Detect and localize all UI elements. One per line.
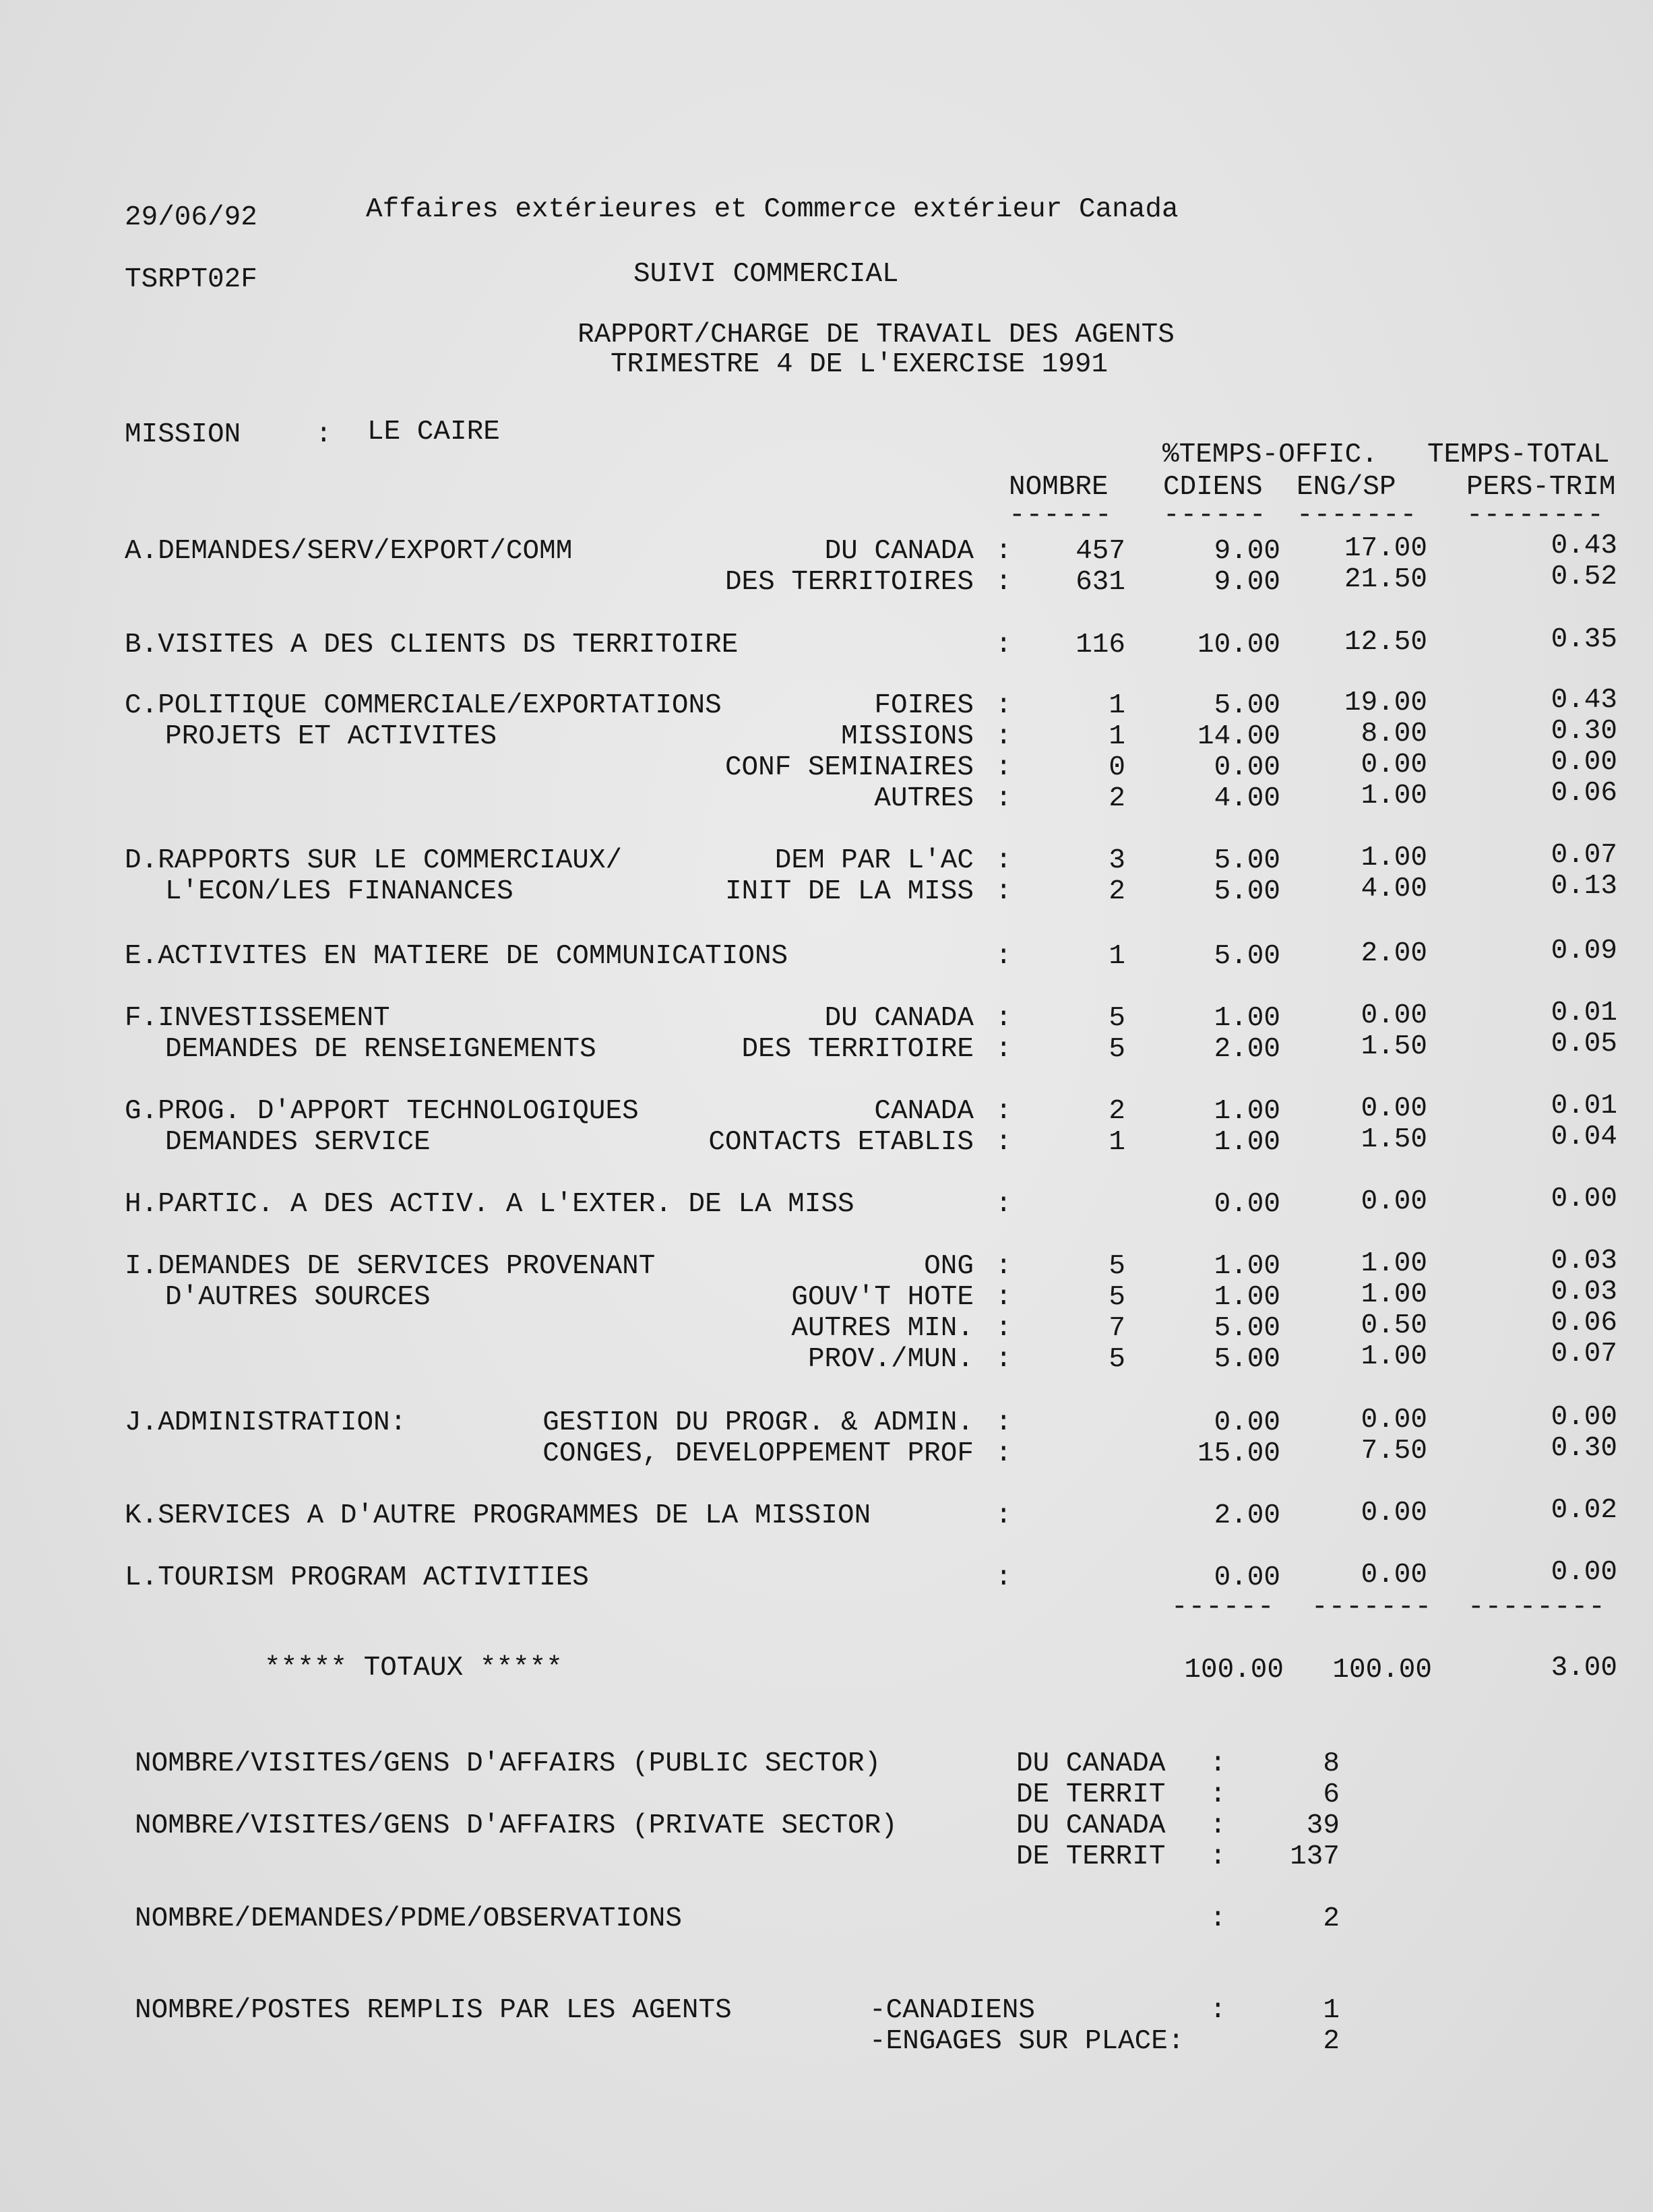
row-colon: : [995,1407,1012,1438]
row-category: D'AUTRES SOURCES [165,1282,431,1313]
footer-label: NOMBRE/POSTES REMPLIS PAR LES AGENTS [135,1995,732,2026]
cell-engsp: 1.00 [1361,842,1427,873]
footer-value: 39 [1306,1810,1340,1841]
cell-cdiens: 14.00 [1197,721,1280,752]
row-colon: : [995,1344,1012,1375]
cell-perstrim: 0.00 [1551,747,1617,778]
footer-colon: : [1210,1748,1226,1779]
cell-cdiens: 0.00 [1214,752,1280,783]
header-temps-total: TEMPS-TOTAL [1427,439,1610,470]
footer-sublabel: DU CANADA [1016,1810,1166,1841]
row-category: H.PARTIC. A DES ACTIV. A L'EXTER. DE LA MISS [125,1189,854,1220]
row-colon: : [995,752,1012,783]
cell-nombre: 7 [1109,1313,1125,1344]
totals-label: ***** TOTAUX ***** [264,1653,563,1684]
cell-perstrim: 0.09 [1551,935,1617,966]
row-category: DEMANDES SERVICE [165,1127,431,1158]
cell-cdiens: 15.00 [1197,1438,1280,1469]
row-category: F.INVESTISSEMENT [125,1003,390,1034]
footer-colon: : [1210,1903,1226,1934]
cell-engsp: 12.50 [1344,627,1427,658]
row-subcategory: DES TERRITOIRE [741,1034,974,1065]
cell-engsp: 19.00 [1344,687,1427,718]
row-category: D.RAPPORTS SUR LE COMMERCIAUX/ [125,845,623,876]
footer-value: 1 [1323,1995,1340,2026]
footer-value: 2 [1323,2026,1340,2057]
row-subcategory: ONG [924,1251,974,1282]
cell-perstrim: 0.03 [1551,1277,1617,1308]
report-code: TSRPT02F [125,264,257,295]
cell-engsp: 0.00 [1361,1498,1427,1529]
header-nombre: NOMBRE [1009,472,1109,503]
cell-perstrim: 0.07 [1551,1339,1617,1370]
cell-nombre: 5 [1109,1003,1125,1034]
cell-engsp: 2.00 [1361,938,1427,969]
row-colon: : [995,1562,1012,1593]
cell-engsp: 0.00 [1361,1405,1427,1436]
row-subcategory: DU CANADA [824,536,974,567]
totals-underline: ------- [1311,1592,1433,1623]
cell-engsp: 7.50 [1361,1436,1427,1467]
cell-nombre: 457 [1075,536,1125,567]
cell-perstrim: 0.02 [1551,1495,1617,1526]
cell-perstrim: 0.06 [1551,778,1617,809]
cell-perstrim: 0.00 [1551,1184,1617,1215]
row-subcategory: GESTION DU PROGR. & ADMIN. [542,1407,974,1438]
footer-sublabel: -ENGAGES SUR PLACE: [869,2026,1185,2057]
totals-cdiens: 100.00 [1184,1655,1284,1686]
cell-cdiens: 4.00 [1214,783,1280,814]
footer-value: 2 [1323,1903,1340,1934]
cell-nombre: 1 [1109,941,1125,972]
row-colon: : [995,1282,1012,1313]
row-category: E.ACTIVITES EN MATIERE DE COMMUNICATIONS [125,941,788,972]
cell-perstrim: 0.52 [1551,561,1617,592]
footer-colon: : [1210,1779,1226,1810]
row-category: B.VISITES A DES CLIENTS DS TERRITOIRE [125,629,739,660]
cell-perstrim: 0.01 [1551,997,1617,1028]
row-category: A.DEMANDES/SERV/EXPORT/COMM [125,536,573,567]
cell-perstrim: 0.13 [1551,871,1617,902]
row-category: L'ECON/LES FINANANCES [165,876,513,907]
row-colon: : [995,1189,1012,1220]
footer-value: 137 [1290,1841,1340,1872]
totals-underline: ------ [1171,1592,1275,1623]
footer-label: NOMBRE/VISITES/GENS D'AFFAIRS (PUBLIC SECTOR) [135,1748,881,1779]
row-subcategory: AUTRES [874,783,974,814]
cell-cdiens: 5.00 [1214,876,1280,907]
row-subcategory: INIT DE LA MISS [724,876,974,907]
cell-cdiens: 0.00 [1214,1562,1280,1593]
row-colon: : [995,629,1012,660]
cell-cdiens: 5.00 [1214,1313,1280,1344]
footer-value: 8 [1323,1748,1340,1779]
cell-nombre: 2 [1109,783,1125,814]
cell-perstrim: 0.43 [1551,530,1617,561]
footer-label: NOMBRE/VISITES/GENS D'AFFAIRS (PRIVATE SECTOR) [135,1810,898,1841]
row-subcategory: AUTRES MIN. [791,1313,974,1344]
footer-value: 6 [1323,1779,1340,1810]
cell-perstrim: 0.35 [1551,624,1617,655]
cell-perstrim: 0.00 [1551,1402,1617,1433]
cell-engsp: 0.00 [1361,1186,1427,1217]
row-colon: : [995,1003,1012,1034]
footer-colon: : [1210,1810,1226,1841]
cell-cdiens: 9.00 [1214,567,1280,598]
cell-cdiens: 0.00 [1214,1189,1280,1220]
cell-engsp: 21.50 [1344,564,1427,595]
cell-perstrim: 0.00 [1551,1557,1617,1588]
row-subcategory: FOIRES [874,690,974,721]
cell-cdiens: 1.00 [1214,1282,1280,1313]
footer-sublabel: DE TERRIT [1016,1779,1166,1810]
cell-engsp: 1.00 [1361,780,1427,811]
cell-cdiens: 10.00 [1197,629,1280,660]
row-colon: : [995,845,1012,876]
cell-perstrim: 0.30 [1551,1433,1617,1464]
row-colon: : [995,1500,1012,1531]
cell-nombre: 1 [1109,690,1125,721]
row-colon: : [995,1034,1012,1065]
header-underline: -------- [1466,500,1604,531]
report-date: 29/06/92 [125,202,257,233]
cell-engsp: 1.50 [1361,1031,1427,1062]
cell-cdiens: 1.00 [1214,1127,1280,1158]
cell-perstrim: 0.30 [1551,716,1617,747]
department-name: Affaires extérieures et Commerce extérieur Canada [366,194,1179,225]
row-subcategory: CONTACTS ETABLIS [708,1127,974,1158]
row-subcategory: DES TERRITOIRES [724,567,974,598]
cell-engsp: 0.00 [1361,1560,1427,1591]
row-colon: : [995,721,1012,752]
header-engsp: ENG/SP [1297,472,1396,503]
row-colon: : [995,783,1012,814]
cell-nombre: 116 [1075,629,1125,660]
row-subcategory: CANADA [874,1096,974,1127]
row-category: G.PROG. D'APPORT TECHNOLOGIQUES [125,1096,639,1127]
totals-engsp: 100.00 [1332,1655,1432,1686]
cell-nombre: 5 [1109,1344,1125,1375]
cell-cdiens: 0.00 [1214,1407,1280,1438]
cell-cdiens: 5.00 [1214,845,1280,876]
cell-nombre: 1 [1109,721,1125,752]
totals-perstrim: 3.00 [1551,1653,1617,1684]
row-colon: : [995,876,1012,907]
cell-perstrim: 0.01 [1551,1090,1617,1122]
cell-perstrim: 0.03 [1551,1246,1617,1277]
header-underline: ------ [1009,500,1113,531]
row-category: J.ADMINISTRATION: [125,1407,407,1438]
totals-underline: -------- [1468,1592,1606,1623]
row-subcategory: CONF SEMINAIRES [724,752,974,783]
header-cdiens: CDIENS [1163,472,1263,503]
cell-perstrim: 0.04 [1551,1122,1617,1153]
cell-perstrim: 0.05 [1551,1028,1617,1059]
cell-nombre: 0 [1109,752,1125,783]
row-colon: : [995,1127,1012,1158]
row-colon: : [995,1313,1012,1344]
header-pct-temps: %TEMPS-OFFIC. [1162,439,1378,470]
footer-sublabel: DU CANADA [1016,1748,1166,1779]
row-subcategory: CONGES, DEVELOPPEMENT PROF [542,1438,974,1469]
mission-separator: : [315,419,332,450]
system-name: SUIVI COMMERCIAL [633,259,899,290]
row-subcategory: PROV./MUN. [807,1344,974,1375]
cell-engsp: 1.50 [1361,1124,1427,1155]
cell-engsp: 1.00 [1361,1279,1427,1310]
footer-sublabel: -CANADIENS [869,1995,1036,2026]
cell-nombre: 2 [1109,876,1125,907]
mission-value: LE CAIRE [367,417,500,448]
cell-cdiens: 5.00 [1214,941,1280,972]
cell-cdiens: 2.00 [1214,1034,1280,1065]
footer-colon: : [1210,1995,1226,2026]
row-colon: : [995,1438,1012,1469]
row-subcategory: MISSIONS [841,721,974,752]
cell-engsp: 4.00 [1361,873,1427,904]
cell-cdiens: 1.00 [1214,1251,1280,1282]
report-subtitle: TRIMESTRE 4 DE L'EXERCISE 1991 [610,349,1109,380]
cell-engsp: 8.00 [1361,718,1427,749]
row-colon: : [995,536,1012,567]
cell-nombre: 2 [1109,1096,1125,1127]
row-category: DEMANDES DE RENSEIGNEMENTS [165,1034,596,1065]
row-category: K.SERVICES A D'AUTRE PROGRAMMES DE LA MISSION [125,1500,871,1531]
header-underline: ------- [1297,500,1418,531]
cell-engsp: 1.00 [1361,1341,1427,1372]
cell-engsp: 0.00 [1361,1093,1427,1124]
row-colon: : [995,941,1012,972]
cell-nombre: 5 [1109,1282,1125,1313]
cell-cdiens: 2.00 [1214,1500,1280,1531]
row-colon: : [995,690,1012,721]
row-category: PROJETS ET ACTIVITES [165,721,497,752]
header-underline: ------ [1163,500,1267,531]
row-category: L.TOURISM PROGRAM ACTIVITIES [125,1562,589,1593]
cell-perstrim: 0.43 [1551,685,1617,716]
report-title: RAPPORT/CHARGE DE TRAVAIL DES AGENTS [578,319,1175,350]
row-subcategory: DU CANADA [824,1003,974,1034]
cell-cdiens: 5.00 [1214,690,1280,721]
cell-cdiens: 1.00 [1214,1096,1280,1127]
row-subcategory: GOUV'T HOTE [791,1282,974,1313]
header-perstrim: PERS-TRIM [1466,472,1616,503]
cell-nombre: 631 [1075,567,1125,598]
cell-nombre: 3 [1109,845,1125,876]
cell-engsp: 0.50 [1361,1310,1427,1341]
cell-nombre: 1 [1109,1127,1125,1158]
footer-sublabel: DE TERRIT [1016,1841,1166,1872]
cell-cdiens: 9.00 [1214,536,1280,567]
footer-colon: : [1210,1841,1226,1872]
cell-engsp: 0.00 [1361,749,1427,780]
row-category: I.DEMANDES DE SERVICES PROVENANT [125,1251,656,1282]
cell-nombre: 5 [1109,1251,1125,1282]
cell-cdiens: 1.00 [1214,1003,1280,1034]
cell-engsp: 17.00 [1344,533,1427,564]
row-subcategory: DEM PAR L'AC [774,845,974,876]
cell-perstrim: 0.07 [1551,840,1617,871]
row-colon: : [995,567,1012,598]
row-colon: : [995,1251,1012,1282]
row-category: C.POLITIQUE COMMERCIALE/EXPORTATIONS [125,690,722,721]
cell-perstrim: 0.06 [1551,1308,1617,1339]
row-colon: : [995,1096,1012,1127]
cell-engsp: 0.00 [1361,1000,1427,1031]
cell-nombre: 5 [1109,1034,1125,1065]
mission-label: MISSION [125,419,241,450]
cell-cdiens: 5.00 [1214,1344,1280,1375]
cell-engsp: 1.00 [1361,1248,1427,1279]
footer-label: NOMBRE/DEMANDES/PDME/OBSERVATIONS [135,1903,682,1934]
